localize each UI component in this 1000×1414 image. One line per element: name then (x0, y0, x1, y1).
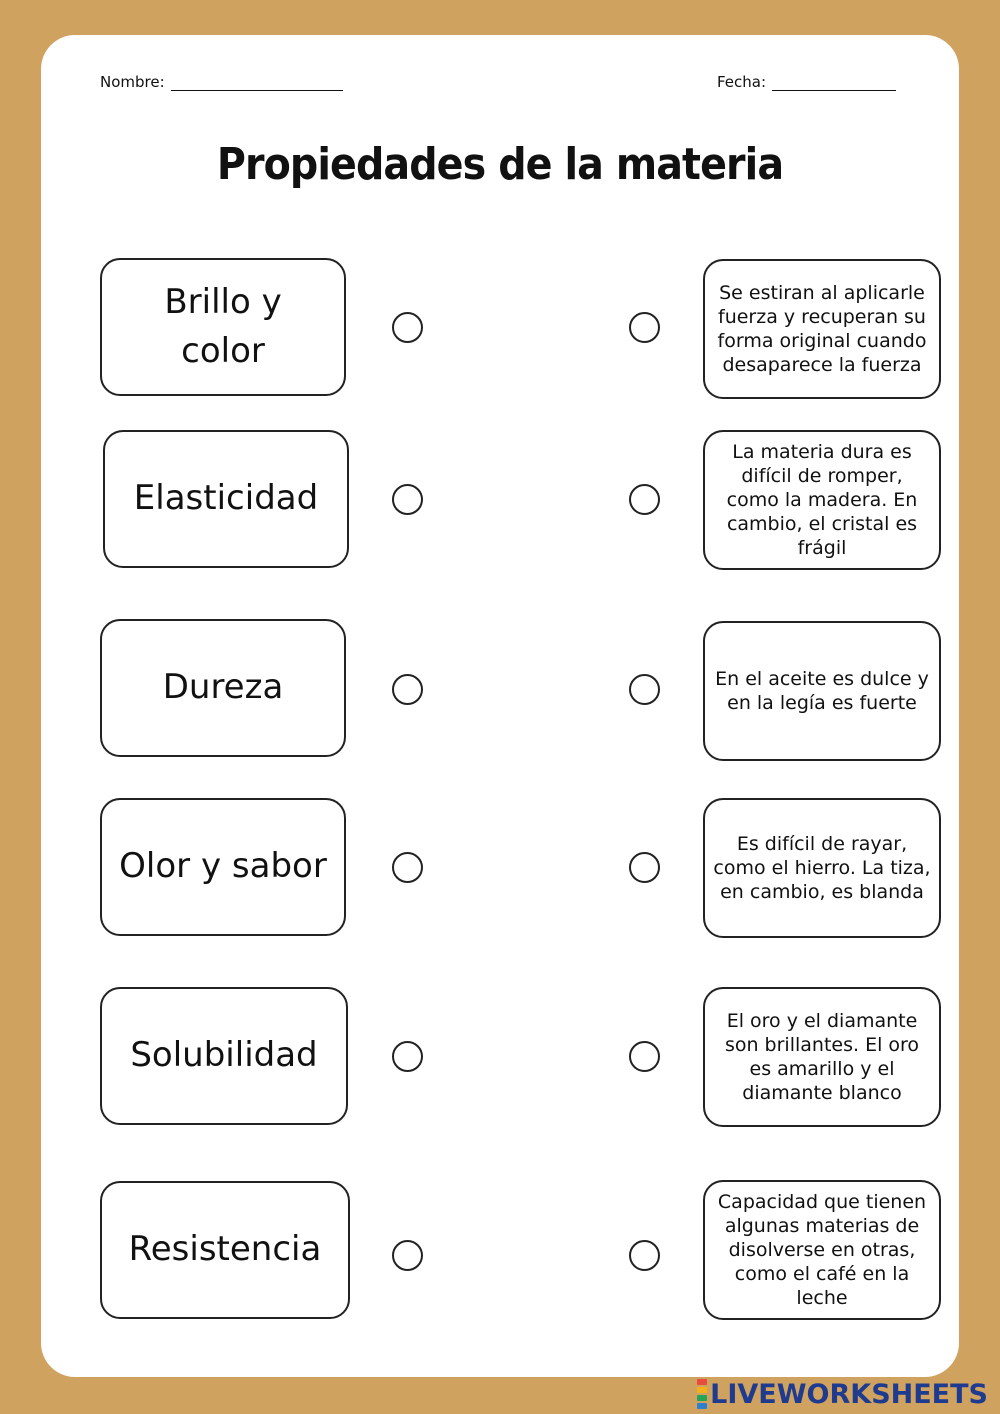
liveworksheets-logo (697, 1378, 988, 1410)
definition-box (703, 987, 941, 1127)
definition-box (703, 430, 941, 570)
property-box (100, 1181, 350, 1319)
property-box (100, 619, 346, 757)
match-dot-left[interactable] (392, 852, 423, 883)
match-dot-right[interactable] (629, 312, 660, 343)
property-box (103, 430, 349, 568)
definition-box (703, 259, 941, 399)
property-label: Elasticidad (133, 478, 319, 519)
definition-text: En el aceite es dulce y en la legía es fuerte (715, 667, 929, 714)
match-dot-right[interactable] (629, 1041, 660, 1072)
property-label: Brillo y color (164, 281, 282, 371)
match-dot-right[interactable] (629, 1240, 660, 1271)
definition-text: El oro y el diamante son brillantes. El oro es amarillo y el diamante blanco (724, 1009, 920, 1105)
match-dot-left[interactable] (392, 1041, 423, 1072)
date-label: Fecha: (717, 73, 767, 91)
match-dot-right[interactable] (629, 674, 660, 705)
definition-text: Se estiran al aplicarle fuerza y recuperan su forma original cuando desaparece la fuerza (717, 281, 927, 377)
match-dot-left[interactable] (392, 1240, 423, 1271)
match-dot-right[interactable] (629, 852, 660, 883)
match-dot-left[interactable] (392, 312, 423, 343)
definition-box (703, 621, 941, 761)
property-box (100, 258, 346, 396)
name-field[interactable] (100, 73, 343, 91)
property-label: Resistencia (128, 1229, 322, 1270)
date-line[interactable] (772, 76, 896, 91)
property-label: Dureza (162, 667, 284, 708)
name-label: Nombre: (100, 73, 165, 91)
property-label: Olor y sabor (119, 846, 327, 887)
brand-icon (697, 1378, 707, 1410)
definition-text: La materia dura es difícil de romper, como la madera. En cambio, el cristal es frágil (726, 440, 918, 560)
property-label: Solubilidad (130, 1035, 318, 1076)
definition-box (703, 798, 941, 938)
page-title: Propiedades de la materia (216, 139, 784, 190)
definition-text: Capacidad que tienen algunas materias de disolverse en otras, como el café en la leche (717, 1190, 927, 1310)
worksheet-sheet (41, 35, 959, 1377)
match-dot-left[interactable] (392, 674, 423, 705)
definition-text: Es difícil de rayar, como el hierro. La tiza, en cambio, es blanda (713, 832, 931, 904)
date-field[interactable] (717, 73, 896, 91)
property-box (100, 798, 346, 936)
name-line[interactable] (171, 76, 343, 91)
property-box (100, 987, 348, 1125)
brand-text: LIVEWORKSHEETS (710, 1378, 988, 1410)
definition-box (703, 1180, 941, 1320)
match-dot-left[interactable] (392, 484, 423, 515)
match-dot-right[interactable] (629, 484, 660, 515)
